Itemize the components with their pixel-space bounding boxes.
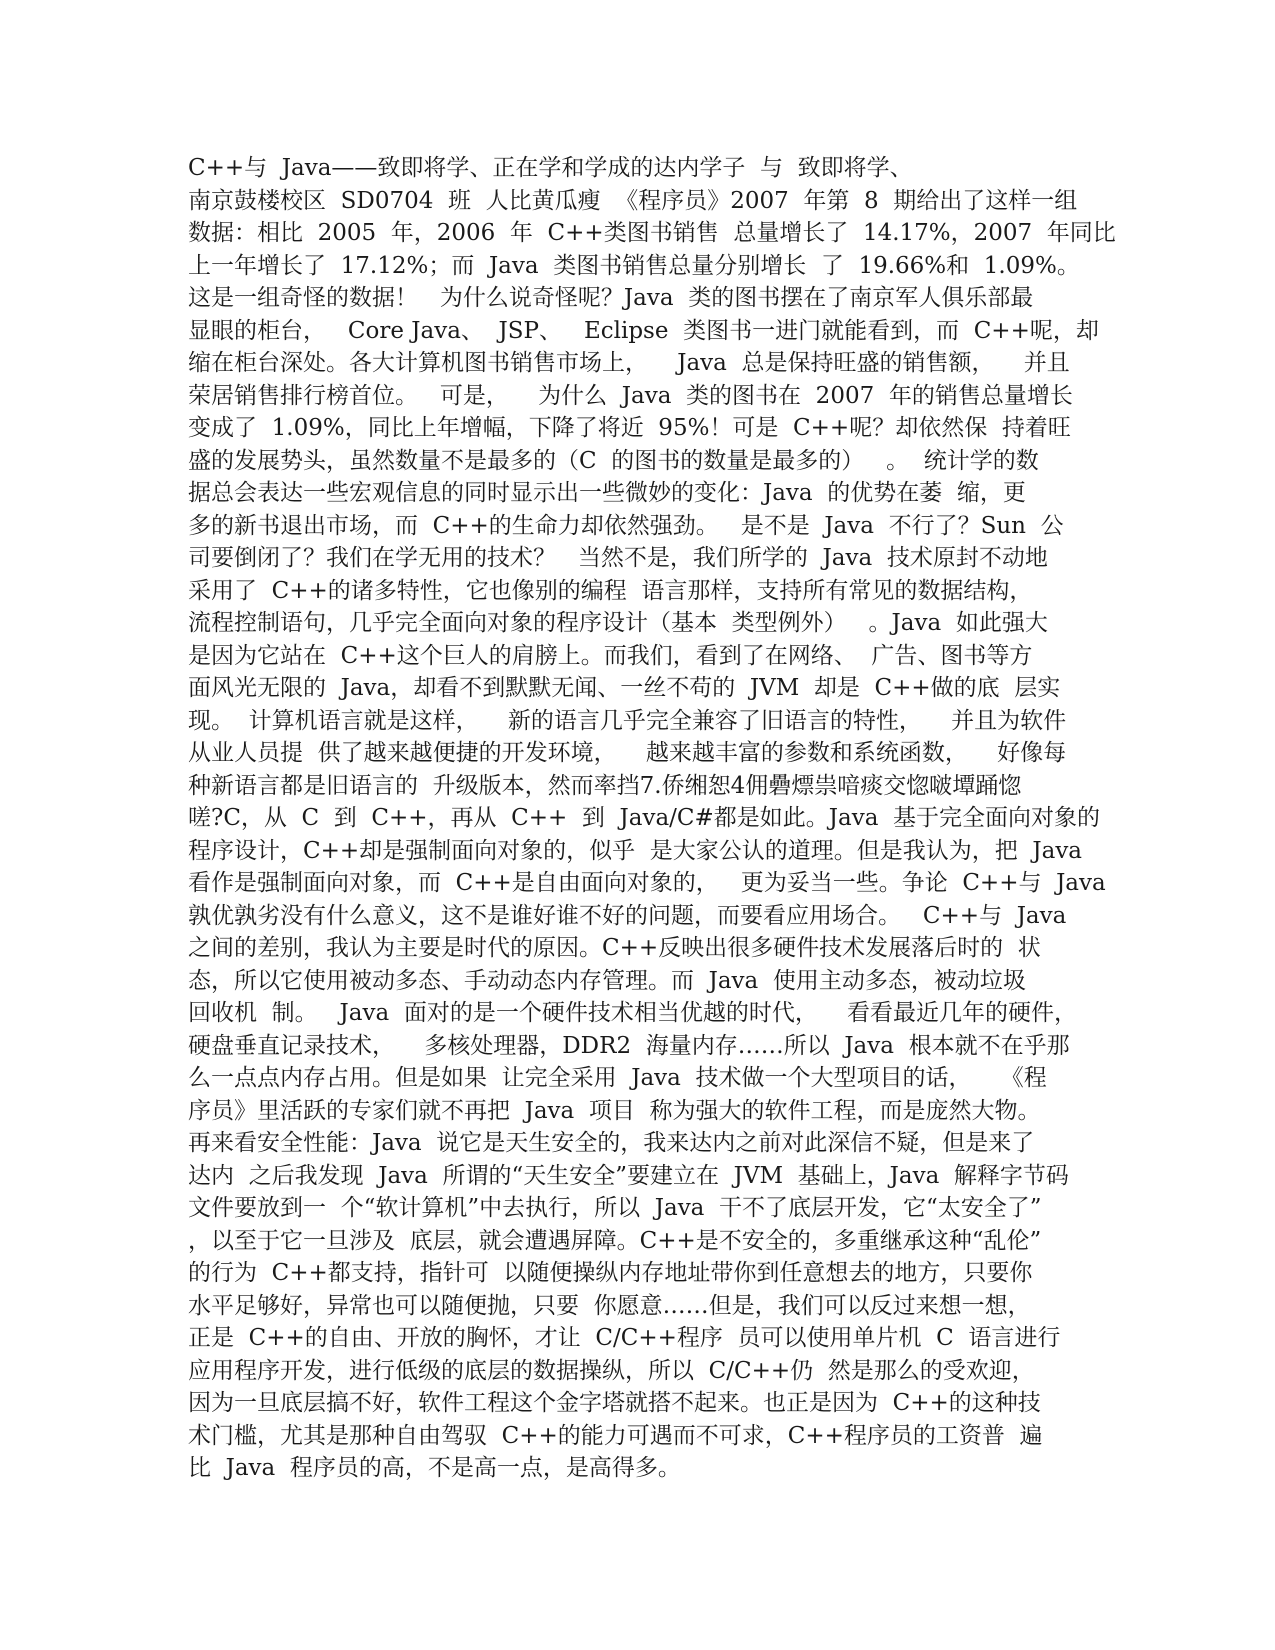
text-line: 的行为 C++都支持，指针可 以随便操纵内存地址带你到任意想去的地方，只要你 bbox=[188, 1260, 1033, 1286]
text-line: 术门槛，尤其是那种自由驾驭 C++的能力可遇而不可求，C++程序员的工资普 遍 bbox=[188, 1422, 1043, 1449]
text-line: 流程控制语句，几乎完全面向对象的程序设计（基本 类型例外） 。Java 如此强大 bbox=[188, 610, 1048, 636]
text-line: 数据：相比 2005 年，2006 年 C++类图书销售 总量增长了 14.17%，2007 年同比 bbox=[188, 220, 1116, 246]
text-line: 这是一组奇怪的数据！ 为什么说奇怪呢？Java 类的图书摆在了南京军人俱乐部最 bbox=[188, 285, 1034, 311]
text-line: 序员》里活跃的专家们就不再把 Java 项目 称为强大的软件工程，而是庞然大物。 bbox=[188, 1097, 1041, 1124]
text-line: 是因为它站在 C++这个巨人的肩膀上。而我们，看到了在网络、 广告、图书等方 bbox=[188, 642, 1033, 669]
text-line: 孰优孰劣没有什么意义，这不是谁好谁不好的问题，而要看应用场合。 C++与 Java bbox=[188, 902, 1067, 929]
text-line: 南京鼓楼校区 SD0704 班 人比黄瓜瘦 《程序员》2007 年第 8 期给出了这样一组 bbox=[188, 187, 1078, 214]
text-line: 正是 C++的自由、开放的胸怀，才让 C/C++程序 员可以使用单片机 C 语言进行 bbox=[188, 1325, 1061, 1351]
text-line: 硬盘垂直记录技术， 多核处理器，DDR2 海量内存……所以 Java 根本就不在乎那 bbox=[188, 1032, 1070, 1059]
text-line: 再来看安全性能：Java 说它是天生安全的，我来达内之前对此深信不疑，但是来了 bbox=[188, 1130, 1035, 1156]
text-line: 之间的差别，我认为主要是时代的原因。C++反映出很多硬件技术发展落后时的 状 bbox=[188, 935, 1041, 961]
text-line: 水平足够好，异常也可以随便抛，只要 你愿意……但是，我们可以反过来想一想， bbox=[188, 1292, 1031, 1319]
text-line: 据总会表达一些宏观信息的同时显示出一些微妙的变化：Java 的优势在萎 缩，更 bbox=[188, 480, 1026, 506]
text-line: 从业人员提 供了越来越便捷的开发环境， 越来越丰富的参数和系统函数， 好像每 bbox=[188, 740, 1067, 766]
article-body bbox=[188, 152, 1118, 1485]
text-line: 比 Java 程序员的高，不是高一点，是高得多。 bbox=[188, 1455, 681, 1481]
text-line: 上一年增长了 17.12%；而 Java 类图书销售总量分别增长 了 19.66%和 1.09%。 bbox=[188, 252, 1080, 279]
text-line: 回收机 制。 Java 面对的是一个硬件技术相当优越的时代， 看看最近几年的硬件， bbox=[188, 1000, 1078, 1026]
text-line: 达内 之后我发现 Java 所谓的“天生安全”要建立在 JVM 基础上，Java 解释字节码 bbox=[188, 1162, 1069, 1189]
text-line: 态，所以它使用被动多态、手动动态内存管理。而 Java 使用主动多态，被动垃圾 bbox=[188, 967, 1026, 994]
text-line: 面风光无限的 Java，却看不到默默无闻、一丝不苟的 JVM 却是 C++做的底 层实 bbox=[188, 675, 1061, 701]
text-line: 司要倒闭了？我们在学无用的技术？ 当然不是，我们所学的 Java 技术原封不动地 bbox=[188, 545, 1048, 571]
text-line: 文件要放到一 个“软计算机”中去执行，所以 Java 干不了底层开发，它“太安全了” bbox=[188, 1195, 1042, 1221]
text-line: 缩在柜台深处。各大计算机图书销售市场上， Java 总是保持旺盛的销售额， 并且 bbox=[188, 350, 1070, 376]
text-line: 种新语言都是旧语言的 升级版本，然而率挡7.侨缃恕4佣礨熛祟喑痰交惚啵墰踊惚 bbox=[188, 772, 1022, 799]
text-line: 嗟?C，从 C 到 C++，再从 C++ 到 Java/C#都是如此。Java 基于完全面向对象的 bbox=[188, 805, 1101, 831]
text-line: 多的新书退出市场，而 C++的生命力却依然强劲。 是不是 Java 不行了？Sun 公 bbox=[188, 512, 1064, 539]
text-line: 程序设计，C++却是强制面向对象的，似乎 是大家公认的道理。但是我认为，把 Java bbox=[188, 837, 1083, 864]
text-line: ，以至于它一旦涉及 底层，就会遭遇屏障。C++是不安全的，多重继承这种“乱伦” bbox=[188, 1227, 1042, 1254]
text-line: 因为一旦底层搞不好，软件工程这个金字塔就搭不起来。也正是因为 C++的这种技 bbox=[188, 1390, 1041, 1416]
text-line: 应用程序开发，进行低级的底层的数据操纵，所以 C/C++仍 然是那么的受欢迎， bbox=[188, 1357, 1035, 1384]
text-line: 变成了 1.09%，同比上年增幅，下降了将近 95%！可是 C++呢？却依然保 持着旺 bbox=[188, 415, 1071, 441]
text-line: 么一点点内存占用。但是如果 让完全采用 Java 技术做一个大型项目的话， 《程 bbox=[188, 1065, 1047, 1091]
text-line: 盛的发展势头，虽然数量不是最多的（C 的图书的数量是最多的） 。 统计学的数 bbox=[188, 447, 1039, 474]
text-line: 荣居销售排行榜首位。 可是， 为什么 Java 类的图书在 2007 年的销售总量增长 bbox=[188, 382, 1073, 409]
text-line: 现。 计算机语言就是这样， 新的语言几乎完全兼容了旧语言的特性， 并且为软件 bbox=[188, 707, 1067, 734]
text-line: 看作是强制面向对象，而 C++是自由面向对象的， 更为妥当一些。争论 C++与 Java bbox=[188, 870, 1106, 896]
text-line: 显眼的柜台， Core Java、 JSP、 Eclipse 类图书一进门就能看到，而 C++呢，却 bbox=[188, 317, 1099, 344]
text-line: 采用了 C++的诸多特性，它也像别的编程 语言那样，支持所有常见的数据结构， bbox=[188, 577, 1033, 604]
text-line: C++与 Java——致即将学、正在学和学成的达内学子 与 致即将学、 bbox=[188, 155, 913, 181]
